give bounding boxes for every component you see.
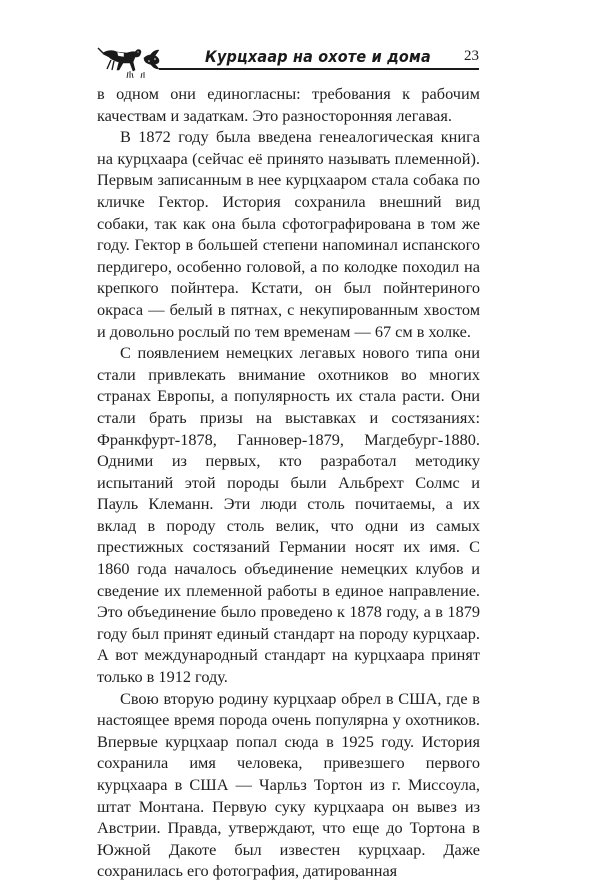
paragraph-genealogy: В 1872 году была введена генеалогическая книга на курцхаара (сейчас её принято называть племенной). Первым записанным в нее курцхааром стала собака по кличке Гектор. История сохранила внешний вид собаки, так как она была сфотографирована в том же году. Гектор в большей степени напоминал испанского пердигеро, особенно головой, а по колодке походил на крепкого пойнтера. Кстати, он был пойнтериного окраса — белый в пятнах, с некупированным хвостом и довольно рослый по тем временам — 67 см в холке.: [97, 127, 480, 341]
paragraph-europe: С появлением немецких легавых нового типа они стали привлекать внимание охотников во многих странах Европы, а популярность их стала расти. Они стали брать призы на выставках и состязаниях: Франкфурт-1878, Ганновер-1879, Магдебург-1880. Одними из первых, кто разработал методику испытаний этой породы были Альбрехт Солмс и Пауль Клеманн. Эти люди столь почитаемы, а их вклад в породу столь велик, что одни из самых престижных состязаний Германии носят их имя. С 1860 года началось объединение немецких клубов и сведение их племенной работы в единое направление. Это объединение было проведено к 1878 году, а в 1879 году был принят единый стандарт на породу курцхаар. А вот международный стандарт на курцхаара принят только в 1912 году.: [97, 343, 480, 687]
header-rule: [159, 68, 479, 70]
dog-chasing-bird-icon: [97, 36, 163, 80]
body-text: [97, 83, 480, 882]
running-header: [97, 36, 479, 84]
running-head-title: Курцхаар на охоте и дома: [205, 47, 431, 66]
paragraph-continuation: в одном они единогласны: требования к рабочим качествам и задаткам. Это разносторонняя легавая.: [97, 84, 480, 125]
paragraph-usa: Свою вторую родину курцхаар обрел в США, где в настоящее время порода очень популярна у охотников. Впервые курцхаар попал сюда в 1925 году. История сохранила имя человека, привезшего первого курцхаара в США — Чарльз Тортон из г. Миссоула, штат Монтана. Первую суку курцхаара он вывез из Австрии. Правда, утверждают, что еще до Тортона в Южной Дакоте был известен курцхаар. Даже сохранилась его фотография, датированная: [97, 688, 480, 881]
page-number: 23: [464, 48, 479, 64]
